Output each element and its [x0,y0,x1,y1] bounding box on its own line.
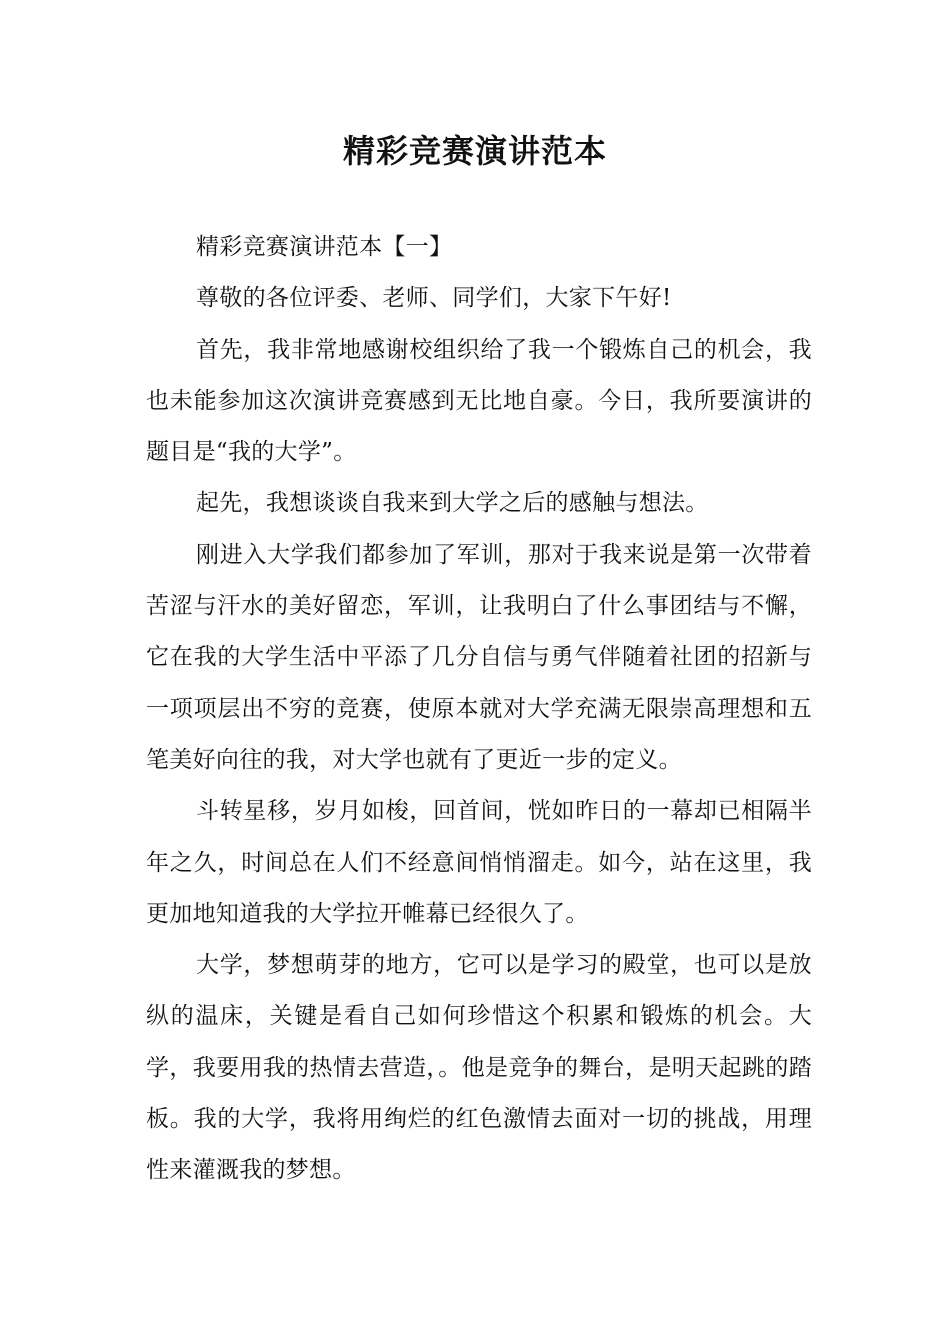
section-heading: 精彩竞赛演讲范本【一】 [196,234,453,260]
greeting-paragraph: 尊敬的各位评委、老师、同学们，大家下午好! [196,285,672,312]
body-paragraph: 刚进入大学我们都参加了军训，那对于我来说是第一次带着苦涩与汗水的美好留恋，军训，让我明白了什么事团结与不懈，它在我的大学生活中平添了几分自信与勇气伴随着社团的招新与一项项层出不穷的竞赛，使原本就对大学充满无限崇高理想和五笔美好向往的我，对大学也就有了更近一步的定义。 [146,541,812,773]
body-paragraph: 斗转星移，岁月如梭，回首间，恍如昨日的一幕却已相隔半年之久，时间总在人们不经意间悄悄溜走。如今，站在这里，我更加地知道我的大学拉开帷幕已经很久了。 [146,798,812,927]
document-title: 精彩竞赛演讲范本 [342,132,607,170]
document-body [146,222,812,1197]
body-paragraph: 起先，我想谈谈自我来到大学之后的感触与想法。 [196,490,709,517]
body-paragraph: 大学，梦想萌芽的地方，它可以是学习的殿堂，也可以是放纵的温床，关键是看自己如何珍惜这个积累和锻炼的机会。大学，我要用我的热情去营造，。他是竞争的舞台，是明天起跳的踏板。我的大学，我将用绚烂的红色激情去面对一切的挑战，用理性来灌溉我的梦想。 [146,952,812,1184]
body-paragraph: 首先，我非常地感谢校组织给了我一个锻炼自己的机会，我也未能参加这次演讲竞赛感到无比地自豪。今日，我所要演讲的题目是“我的大学”。 [146,336,812,466]
